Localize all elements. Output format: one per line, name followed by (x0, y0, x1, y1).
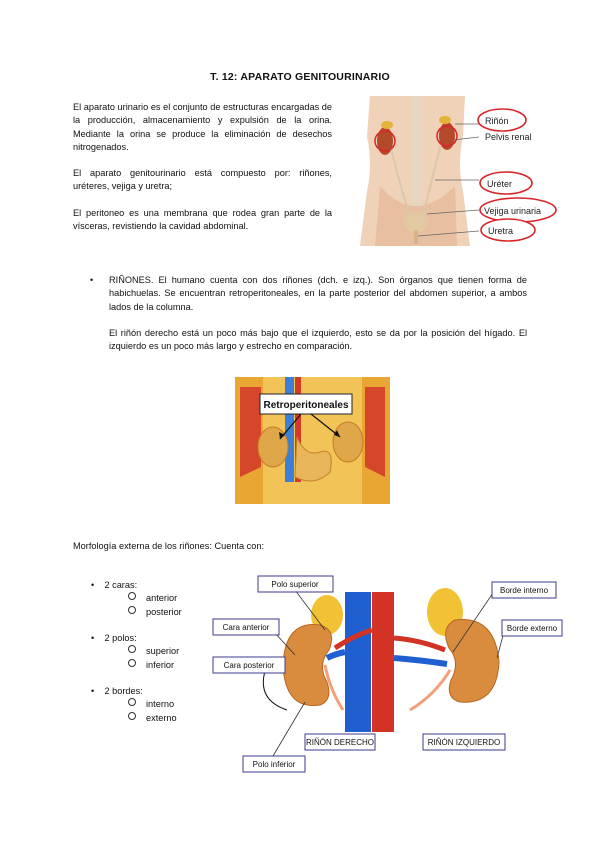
circle-bullet-icon (128, 606, 136, 614)
bullet-dot: • (90, 275, 94, 285)
item: posterior (146, 606, 182, 617)
label-cara-posterior: Cara posterior (223, 661, 275, 670)
label-rinon-derecho: RIÑÓN DERECHO (305, 738, 375, 747)
intro-paragraph-1: El aparato urinario es el conjunto de estructuras encargadas de la producción, almacenamiento y expulsión de la orina. Mediante la orina se produce la eliminación de desechos nitrogenados. (73, 102, 332, 152)
urinary-system-figure (345, 96, 560, 246)
morphology-group-bordes (91, 685, 221, 725)
kidneys-paragraph-2: El riñón derecho está un poco más bajo que el izquierdo, esto se da por la posición del hígado. El izquierdo es un poco más largo y estrecho en comparación. (109, 327, 527, 352)
spine-shape (412, 96, 422, 206)
label-retroperitoneales: Retroperitoneales (263, 400, 349, 411)
muscle-left-shape (240, 387, 261, 477)
leader-cara-posterior (263, 671, 287, 710)
intro-paragraph-2: El aparato genitourinario está compuesto por: riñones, uréteres, vejiga y uretra; (73, 168, 332, 192)
bladder-shape (404, 212, 428, 232)
left-renal-artery (394, 638, 445, 650)
left-renal-vein (394, 658, 447, 664)
right-renal-vein (327, 652, 345, 658)
label-ureter: Uréter (487, 179, 513, 189)
urethra-shape (414, 230, 418, 244)
bullet-dot: • (91, 686, 95, 696)
item: inferior (146, 659, 175, 670)
label-polo-superior: Polo superior (271, 580, 319, 589)
morphology-list (91, 579, 221, 725)
circle-bullet-icon (128, 659, 136, 667)
label-polo-inferior: Polo inferior (252, 760, 296, 769)
kidneys-text (109, 274, 527, 353)
label-borde-externo: Borde externo (506, 624, 558, 633)
item: interno (146, 699, 175, 709)
label-uretra: Uretra (488, 226, 514, 236)
label-rinon-izquierdo: RIÑÓN IZQUIERDO (427, 738, 501, 747)
label-pelvis-renal: Pelvis renal (485, 132, 532, 142)
right-adrenal-shape (381, 121, 393, 129)
label-rinon: Riñón (485, 116, 509, 126)
group-label: 2 caras: (104, 580, 138, 590)
item: superior (146, 646, 180, 656)
bullet-dot: • (91, 633, 95, 643)
circle-bullet-icon (128, 592, 136, 600)
morphology-heading: Morfología externa de los riñones: Cuenta con: (73, 541, 265, 551)
left-adrenal-shape (439, 116, 451, 124)
morphology-group-caras (91, 579, 221, 619)
kidney-morphology-figure (205, 570, 570, 775)
aorta-shape (372, 592, 394, 732)
page-title: T. 12: APARATO GENITOURINARIO (210, 71, 390, 83)
circle-bullet-icon (128, 712, 136, 720)
retroperitoneal-figure (235, 377, 390, 504)
group-label: 2 bordes: (104, 686, 143, 696)
right-kidney-shape (258, 427, 288, 467)
left-kidney-shape (446, 620, 499, 703)
morphology-group-polos (91, 632, 221, 672)
vena-cava-shape (285, 377, 294, 482)
label-borde-interno: Borde interno (499, 586, 549, 595)
left-ureter-shape (410, 670, 450, 710)
kidneys-paragraph-1: RIÑONES. El humano cuenta con dos riñones (dch. e izq.). Son órganos que tienen forma de habichuelas. Se encuentran retroperitoneales, en la parte posterior del abdomen superior, a ambos lados de la columna. (109, 275, 527, 312)
intro-paragraph-3: El peritoneo es una membrana que rodea gran parte de la vísceras, revistiendo la cavidad abdominal. (73, 207, 332, 232)
left-kidney-shape (333, 422, 363, 462)
item: externo (146, 712, 177, 723)
intro-text (73, 101, 332, 233)
circle-bullet-icon (128, 698, 136, 706)
label-vejiga-urinaria: Vejiga urinaria (484, 206, 542, 216)
group-label: 2 polos: (104, 633, 137, 643)
circle-bullet-icon (128, 645, 136, 653)
label-cara-anterior: Cara anterior (222, 623, 270, 632)
item: anterior (146, 593, 178, 603)
right-kidney-shape (283, 625, 332, 706)
muscle-right-shape (365, 387, 385, 477)
leader-polo-inferior (273, 702, 305, 756)
bullet-dot: • (91, 580, 95, 590)
vena-cava-shape (345, 592, 371, 732)
